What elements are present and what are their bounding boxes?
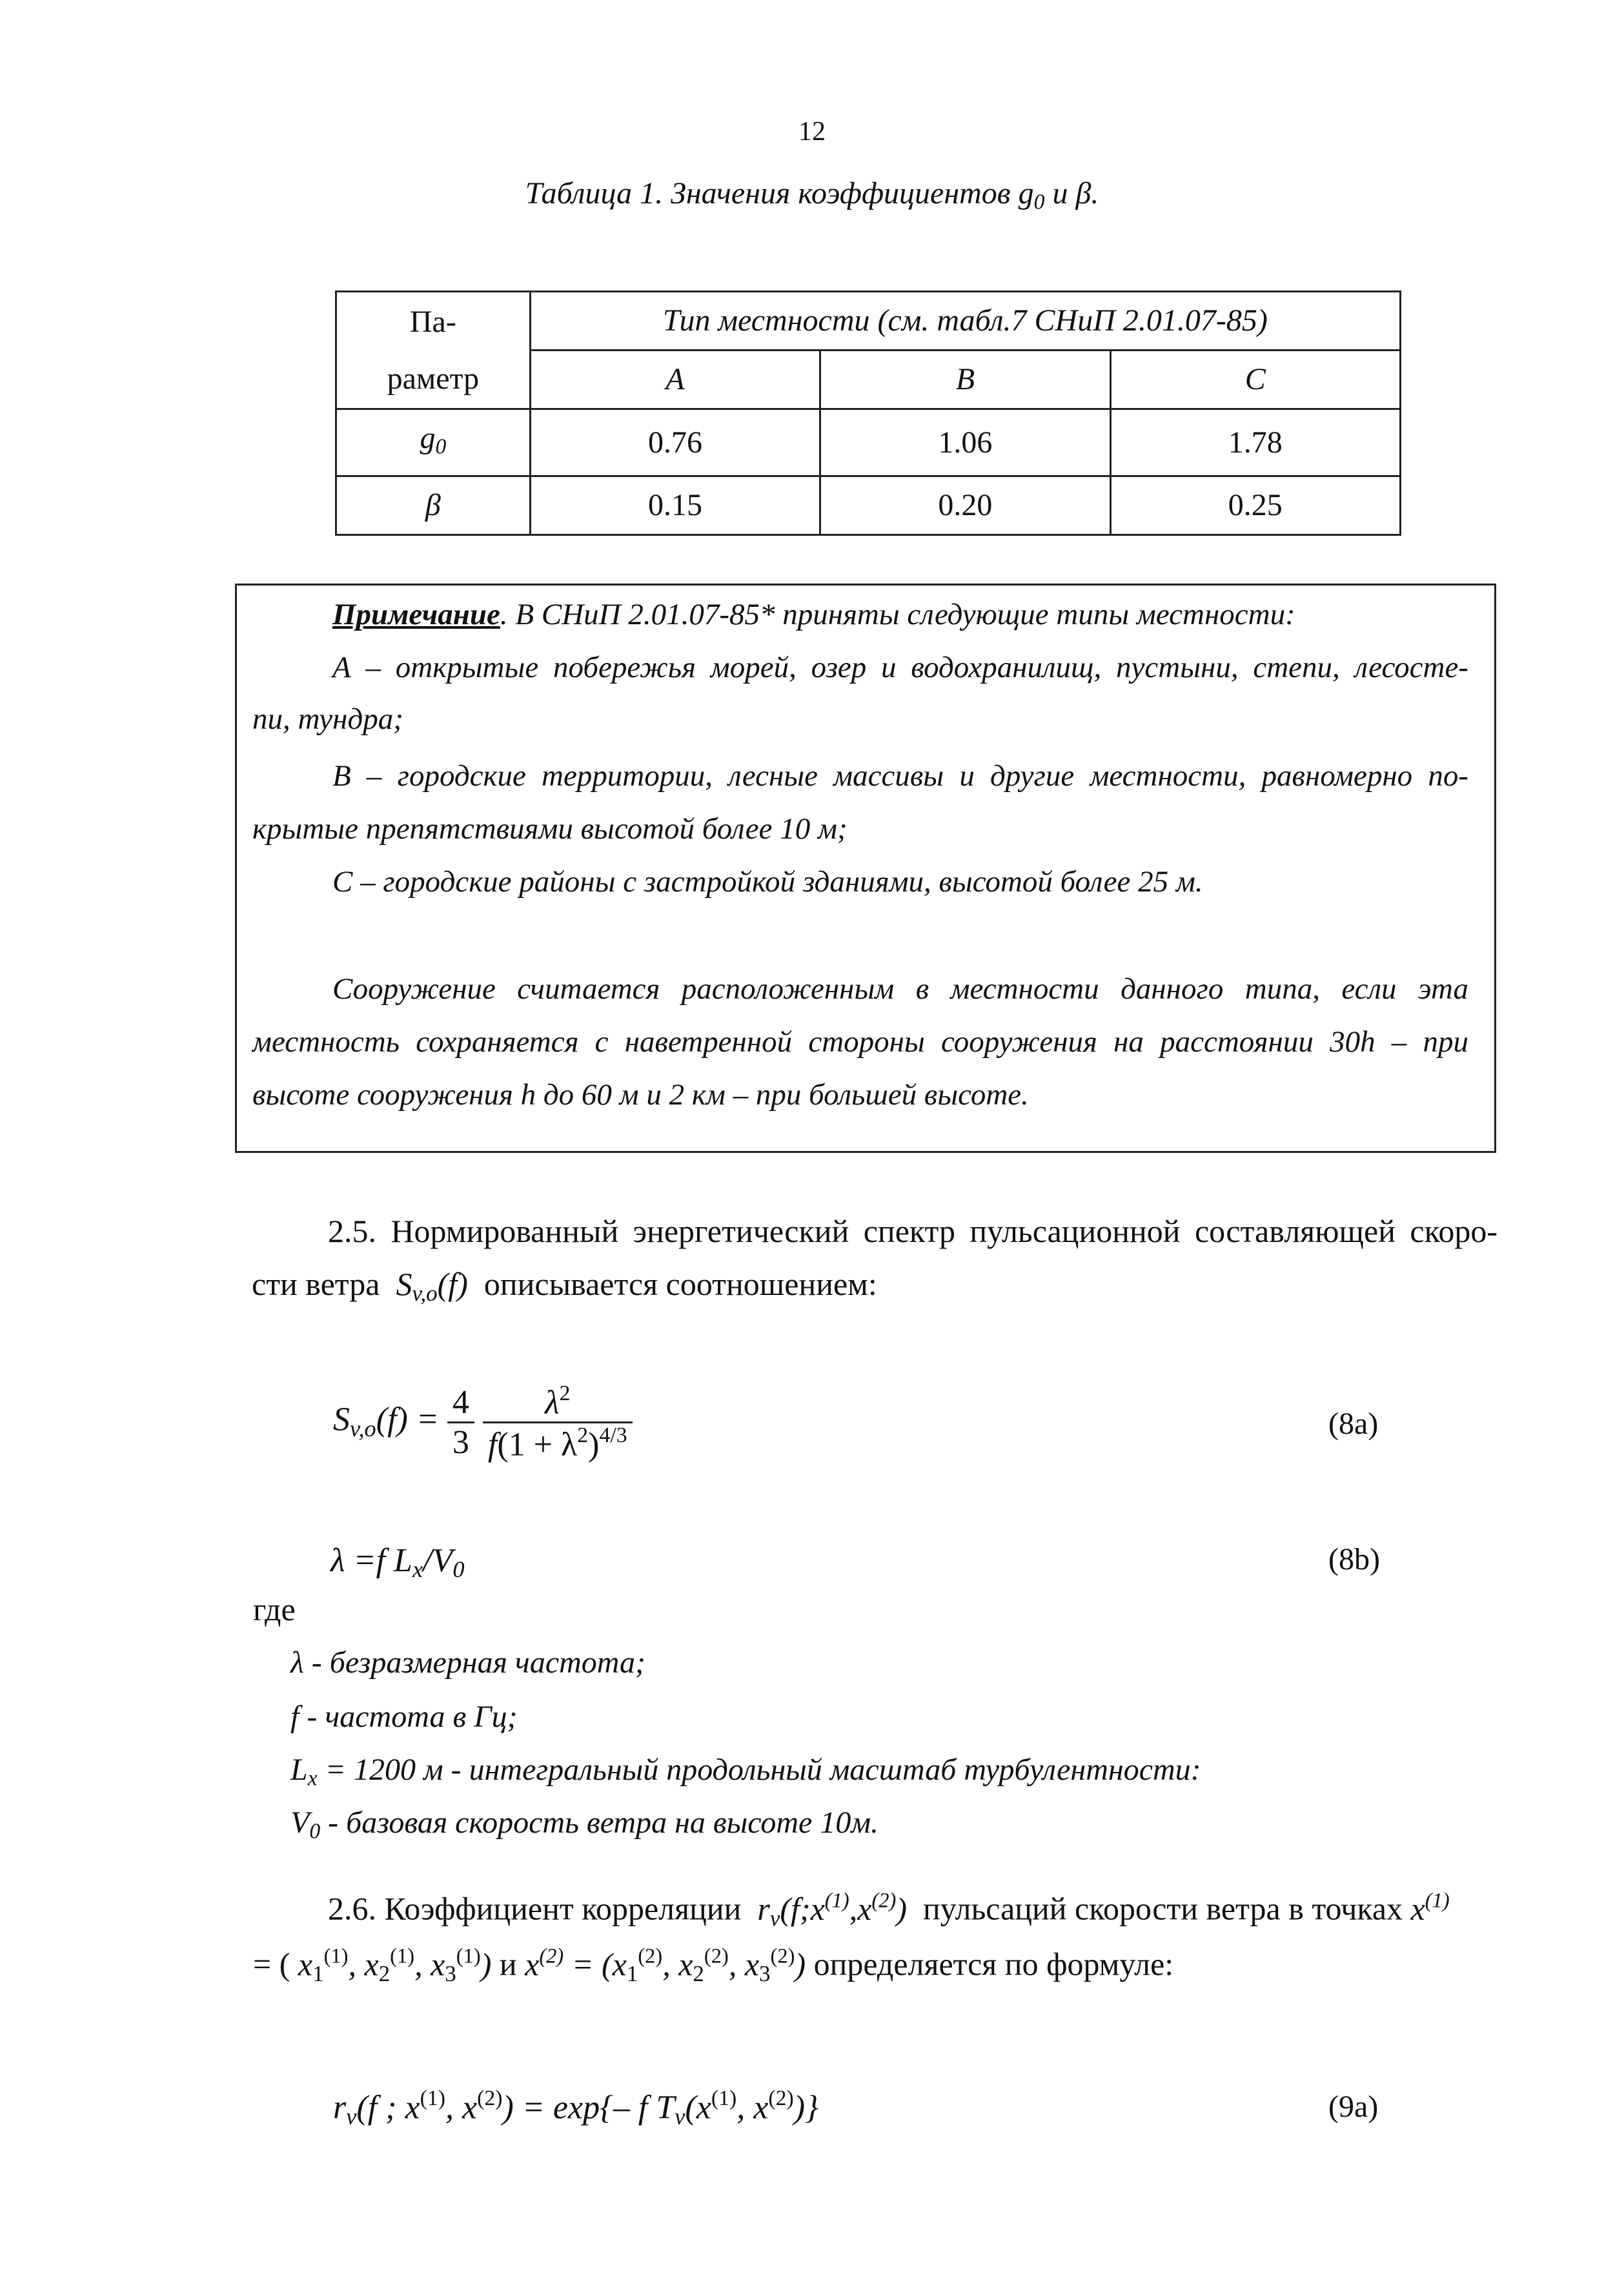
equation-8b bbox=[330, 1542, 465, 1583]
section-2-5-line2 bbox=[252, 1265, 877, 1307]
row-label-symbol: g bbox=[420, 421, 436, 455]
eq-9a-sup2: (2) bbox=[477, 2086, 503, 2110]
caption-symbol-g: g bbox=[1018, 176, 1034, 210]
table-cell: 0.15 bbox=[530, 476, 820, 535]
table-cell: 1.78 bbox=[1110, 409, 1400, 476]
definition-text: - частота в Гц; bbox=[299, 1700, 518, 1734]
spectrum-symbol-sub: v,o bbox=[412, 1280, 438, 1306]
note-rule-line3: высоте сооружения h до 60 м и 2 км – при большей высоте. bbox=[252, 1078, 1029, 1112]
eq-9a-lhs: r bbox=[333, 2089, 347, 2126]
equation-8a-number: (8a) bbox=[1328, 1407, 1379, 1441]
column-header-b: B bbox=[820, 351, 1110, 409]
section-2-5-text-a: сти ветра bbox=[252, 1266, 380, 1302]
eq-8a-coef-num: 4 bbox=[447, 1383, 474, 1423]
definition-symbol-sub: x bbox=[307, 1766, 318, 1791]
eq-8b-sub-x: x bbox=[412, 1556, 423, 1583]
point-x-sup: (1) bbox=[1425, 1889, 1450, 1912]
page-number: 12 bbox=[798, 117, 826, 147]
coefficients-table bbox=[335, 290, 1401, 536]
equation-8a bbox=[333, 1381, 633, 1464]
comp-x: x bbox=[364, 1946, 379, 1982]
corr-sup2: (2) bbox=[871, 1889, 897, 1912]
point-x1-symbol bbox=[1411, 1891, 1450, 1927]
eq-8a-lhs-symbol: S bbox=[333, 1401, 350, 1438]
section-2-6-line2 bbox=[253, 1944, 1173, 1986]
point-x1-components: $x_1^{(1)}$, $x_2^{(1)}$, $x_3^{(1)}$) bbox=[298, 1944, 492, 1986]
caption-symbol-g-sub: 0 bbox=[1033, 190, 1045, 214]
eq-8a-coefficient bbox=[447, 1383, 474, 1461]
definition-symbol: λ bbox=[290, 1645, 304, 1680]
comp-sup: (1) bbox=[390, 1944, 415, 1968]
eq-8a-lhs-arg: (f) = bbox=[376, 1401, 439, 1438]
point-x2-sup: (2) bbox=[539, 1944, 564, 1968]
eq-8b-text-a: λ =f L bbox=[330, 1542, 412, 1579]
eq-9a-rhs-sub: v bbox=[675, 2103, 685, 2130]
equation-9a-number: (9a) bbox=[1328, 2090, 1379, 2124]
definition-symbol: f bbox=[290, 1700, 299, 1734]
eq-9a-rhs-sup2: (2) bbox=[768, 2086, 794, 2110]
caption-and: и bbox=[1052, 176, 1068, 210]
note-rule-line1: Сооружение считается расположенным в местности данного типа, если эта bbox=[332, 972, 1468, 1006]
where-label: где bbox=[253, 1591, 296, 1627]
eq-9a-rhs-a: ) = exp{– f T bbox=[502, 2089, 675, 2126]
equation-9a bbox=[333, 2086, 818, 2130]
definition-symbol-sub: 0 bbox=[309, 1819, 321, 1844]
eq-9a-rhs-sup1: (1) bbox=[711, 2086, 737, 2110]
row-label-sub: 0 bbox=[435, 434, 447, 459]
corr-args-a: (f;x bbox=[780, 1890, 825, 1927]
note-intro-line bbox=[332, 597, 1468, 632]
note-box bbox=[235, 584, 1496, 1153]
eq-8a-den-pow: 4/3 bbox=[599, 1423, 627, 1448]
note-type-b-line1: В – городские территории, лесные массивы и другие местности, равномерно по- bbox=[332, 759, 1468, 793]
corr-r-sub: v bbox=[769, 1905, 780, 1931]
table-cell: 0.76 bbox=[530, 409, 820, 476]
table-cell: 0.20 bbox=[820, 476, 1110, 535]
definition-v0 bbox=[290, 1805, 878, 1844]
note-type-b-line2: крытые препятствиями высотой более 10 м; bbox=[252, 812, 848, 846]
eq-8a-num-lambda: λ bbox=[545, 1384, 560, 1421]
point-x: x bbox=[1410, 1890, 1425, 1927]
spectrum-symbol bbox=[396, 1266, 468, 1306]
definition-text: = 1200 м - интегральный продольный масштаб турбулентности: bbox=[317, 1753, 1201, 1787]
comp-sub: 2 bbox=[378, 1960, 391, 1986]
terrain-header-cell: Тип местности (см. табл.7 СНиП 2.01.07-85) bbox=[530, 292, 1400, 351]
comp-sup: (1) bbox=[323, 1944, 349, 1968]
comp-sup: (2) bbox=[638, 1944, 663, 1968]
corr-args-b: ,x bbox=[849, 1890, 872, 1927]
spectrum-symbol-s: S bbox=[396, 1266, 412, 1302]
section-2-6-line1 bbox=[328, 1889, 1450, 1931]
definition-text: - базовая скорость ветра на высоте 10м. bbox=[320, 1806, 878, 1840]
comp-x: x bbox=[678, 1946, 693, 1982]
eq-8b-sub-0: 0 bbox=[452, 1556, 465, 1583]
section-2-6-text-b: пульсаций скорости ветра в точках bbox=[922, 1890, 1403, 1927]
spectrum-symbol-arg: (f) bbox=[437, 1266, 468, 1302]
row-label-beta: β bbox=[336, 476, 531, 535]
comp-sup: (1) bbox=[456, 1944, 481, 1968]
table-row bbox=[336, 476, 1401, 535]
caption-symbol-beta: β bbox=[1075, 176, 1091, 210]
comp-sub: 3 bbox=[759, 1960, 771, 1986]
eq-9a-rhs-d: )} bbox=[793, 2089, 818, 2126]
note-type-c: С – городские районы с застройкой зданиями, высотой более 25 м. bbox=[332, 865, 1203, 899]
line2-eq: = ( bbox=[253, 1946, 290, 1982]
eq-8a-coef-den: 3 bbox=[452, 1424, 469, 1461]
eq-8b-text-b: /V bbox=[423, 1542, 453, 1579]
eq-8a-den-paren: (1 + λ bbox=[497, 1426, 578, 1463]
param-header-line1: Па- bbox=[409, 304, 456, 339]
column-header-c: C bbox=[1110, 351, 1400, 409]
section-2-5-text-b: описывается соотношением: bbox=[483, 1266, 877, 1302]
eq-8a-lhs-sub: v,o bbox=[350, 1415, 376, 1441]
eq-8a-denominator bbox=[483, 1423, 633, 1463]
equation-8b-number: (8b) bbox=[1328, 1542, 1380, 1576]
caption-end: . bbox=[1091, 176, 1099, 210]
point-x2-symbol: $x^{(2)} = (x_1^{(2)}$, $x_2^{(2)}$, $x_3^{(2)}$) bbox=[525, 1944, 806, 1986]
correlation-symbol bbox=[757, 1889, 907, 1931]
eq-8a-den-pow2: 2 bbox=[577, 1423, 589, 1448]
note-intro: . В СНиП 2.01.07-85* приняты следующие типы местности: bbox=[500, 598, 1295, 631]
eq-8a-num-pow: 2 bbox=[559, 1381, 571, 1405]
note-type-a-line2: пи, тундра; bbox=[252, 702, 403, 736]
column-header-a: A bbox=[530, 351, 820, 409]
comp-sup: (2) bbox=[770, 1944, 795, 1968]
eq-9a-rhs-b: (x bbox=[685, 2089, 711, 2126]
definition-f bbox=[290, 1699, 518, 1735]
definition-symbol: V bbox=[290, 1806, 310, 1840]
line2-and: и bbox=[499, 1946, 517, 1982]
definition-text: - безразмерная частота; bbox=[303, 1645, 646, 1680]
eq-9a-sup1: (1) bbox=[420, 2086, 445, 2110]
point-x2: x bbox=[525, 1946, 540, 1982]
comp-sub: 1 bbox=[312, 1960, 324, 1986]
eq-9a-args: (f ; x bbox=[356, 2089, 420, 2126]
comp-sup: (2) bbox=[704, 1944, 729, 1968]
table-row bbox=[336, 409, 1401, 476]
note-type-a-line1: А – открытые побережья морей, озер и водохранилищ, пустыни, степи, лесосте- bbox=[332, 651, 1468, 684]
table-header-row bbox=[336, 292, 1401, 351]
comp-x: x bbox=[612, 1946, 627, 1982]
definition-symbol: L bbox=[290, 1753, 308, 1787]
comp-sub: 1 bbox=[626, 1960, 638, 1986]
eq-8a-fraction bbox=[483, 1381, 633, 1464]
definition-lx bbox=[290, 1752, 1201, 1791]
corr-sup1: (1) bbox=[824, 1889, 849, 1912]
table-cell: 0.25 bbox=[1110, 476, 1400, 535]
param-header-line2: раметр bbox=[387, 361, 480, 396]
eq-9a-lhs-sub: v bbox=[346, 2103, 357, 2130]
eq-9a-rhs-c: , x bbox=[736, 2089, 769, 2126]
param-header-cell bbox=[336, 292, 531, 409]
comp-sub: 3 bbox=[445, 1960, 456, 1986]
table-cell: 1.06 bbox=[820, 409, 1110, 476]
eq-8a-numerator bbox=[483, 1381, 633, 1423]
row-label-g0 bbox=[336, 409, 531, 476]
table-caption bbox=[0, 176, 1624, 214]
note-rule-line2: местность сохраняется с наветренной стороны сооружения на расстоянии 30h – при bbox=[252, 1025, 1468, 1059]
section-2-6-text-a: 2.6. Коэффициент корреляции bbox=[328, 1890, 742, 1927]
eq-9a-comma: , x bbox=[445, 2089, 478, 2126]
definition-lambda bbox=[290, 1645, 645, 1680]
comp-sub: 2 bbox=[693, 1960, 704, 1986]
note-label: Примечание bbox=[332, 598, 500, 631]
comp-x: x bbox=[431, 1946, 445, 1982]
corr-args-c: ) bbox=[896, 1890, 907, 1927]
corr-r: r bbox=[757, 1890, 770, 1927]
caption-text: Таблица 1. Значения коэффициентов bbox=[525, 176, 1011, 210]
comp-x: x bbox=[298, 1946, 313, 1982]
line2-end: определяется по формуле: bbox=[813, 1946, 1174, 1982]
section-2-5-line1: 2.5. Нормированный энергетический спектр пульсационной составляющей скоро- bbox=[328, 1213, 1497, 1249]
eq-8a-den-close: ) bbox=[588, 1426, 600, 1463]
eq-8a-den-f: f bbox=[487, 1426, 498, 1463]
comp-x: x bbox=[744, 1946, 760, 1982]
